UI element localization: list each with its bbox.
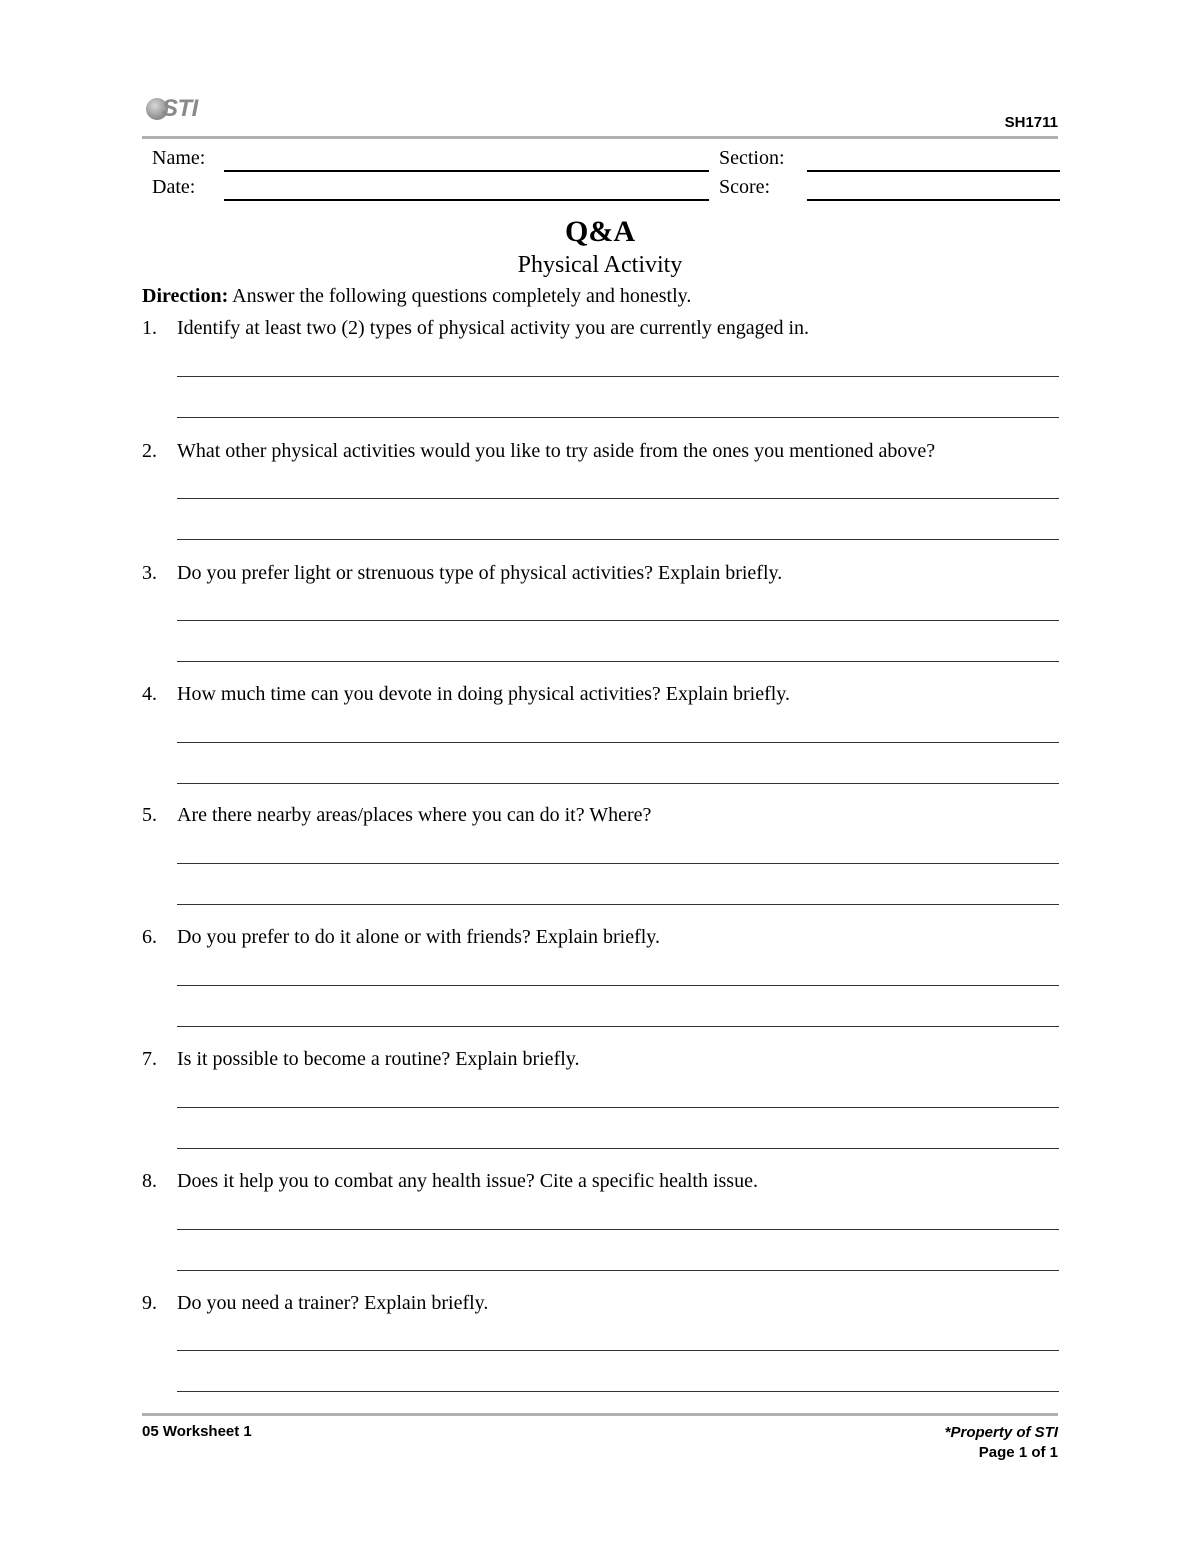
question-item <box>142 1168 1060 1194</box>
question-item <box>142 924 1060 950</box>
question-number: 4. <box>142 683 157 705</box>
question-number: 1. <box>142 317 157 339</box>
answer-line[interactable] <box>177 985 1059 986</box>
answer-line[interactable] <box>177 863 1059 864</box>
name-label: Name: <box>152 147 206 169</box>
logo-text: STI <box>162 95 198 122</box>
answer-line[interactable] <box>177 742 1059 743</box>
question-item <box>142 560 1060 586</box>
answer-line[interactable] <box>177 1107 1059 1108</box>
answer-line[interactable] <box>177 417 1059 418</box>
question-number: 2. <box>142 440 157 462</box>
question-item <box>142 1290 1060 1316</box>
name-field[interactable] <box>224 170 709 172</box>
page-title: Q&A <box>565 215 635 248</box>
footer-worksheet-label: 05 Worksheet 1 <box>142 1423 252 1440</box>
answer-line[interactable] <box>177 376 1059 377</box>
score-field[interactable] <box>807 199 1060 201</box>
answer-line[interactable] <box>177 783 1059 784</box>
answer-line[interactable] <box>177 539 1059 540</box>
question-item <box>142 802 1060 828</box>
question-number: 9. <box>142 1292 157 1314</box>
question-text: Do you need a trainer? Explain briefly. <box>177 1292 489 1314</box>
answer-line[interactable] <box>177 904 1059 905</box>
question-text: Do you prefer light or strenuous type of physical activities? Explain briefly. <box>177 562 783 584</box>
question-number: 3. <box>142 562 157 584</box>
question-number: 6. <box>142 926 157 948</box>
score-label: Score: <box>719 176 771 198</box>
header-divider <box>142 136 1058 139</box>
footer-right <box>945 1423 1058 1463</box>
section-label: Section: <box>719 147 785 169</box>
question-item <box>142 315 1060 341</box>
date-field[interactable] <box>224 199 709 201</box>
answer-line[interactable] <box>177 1350 1059 1351</box>
direction-body: Answer the following questions completely and honestly. <box>228 285 692 307</box>
answer-line[interactable] <box>177 1391 1059 1392</box>
question-number: 5. <box>142 804 157 826</box>
sti-logo <box>146 92 212 126</box>
answer-line[interactable] <box>177 1026 1059 1027</box>
question-text: How much time can you devote in doing physical activities? Explain briefly. <box>177 683 790 705</box>
answer-line[interactable] <box>177 1229 1059 1230</box>
answer-line[interactable] <box>177 1148 1059 1149</box>
question-item <box>142 1046 1060 1072</box>
question-number: 8. <box>142 1170 157 1192</box>
answer-line[interactable] <box>177 620 1059 621</box>
question-item <box>142 438 1060 464</box>
question-item <box>142 681 1060 707</box>
section-field[interactable] <box>807 170 1060 172</box>
question-text: Is it possible to become a routine? Explain briefly. <box>177 1048 580 1070</box>
footer-divider <box>142 1413 1058 1416</box>
question-number: 7. <box>142 1048 157 1070</box>
property-notice: *Property of STI <box>944 1424 1058 1441</box>
question-text: Does it help you to combat any health issue? Cite a specific health issue. <box>177 1170 758 1192</box>
question-text: Do you prefer to do it alone or with friends? Explain briefly. <box>177 926 661 948</box>
page-number: Page 1 of 1 <box>978 1444 1058 1461</box>
direction-label: Direction: <box>142 285 229 307</box>
question-text: What other physical activities would you like to try aside from the ones you mentioned above? <box>177 440 936 462</box>
date-label: Date: <box>152 176 196 198</box>
answer-line[interactable] <box>177 498 1059 499</box>
answer-line[interactable] <box>177 1270 1059 1271</box>
question-text: Identify at least two (2) types of physical activity you are currently engaged in. <box>177 317 810 339</box>
document-code: SH1711 <box>1004 114 1058 131</box>
answer-line[interactable] <box>177 661 1059 662</box>
page-subtitle: Physical Activity <box>517 252 683 278</box>
question-text: Are there nearby areas/places where you can do it? Where? <box>177 804 652 826</box>
direction-text <box>142 283 691 309</box>
